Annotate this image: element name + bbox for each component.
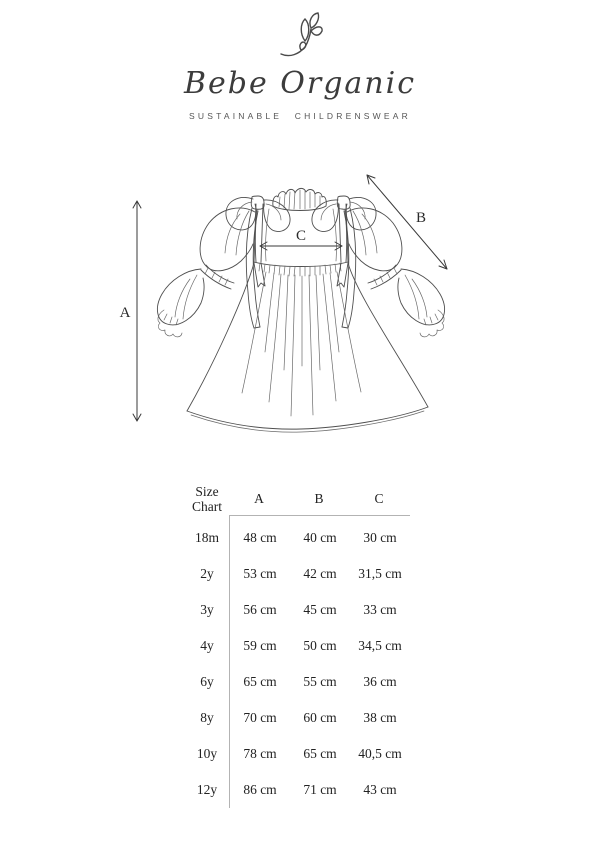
- measurement-cell: 60 cm: [303, 710, 337, 725]
- left-sleeve: [157, 208, 255, 337]
- table-row: [230, 556, 410, 592]
- measurement-cell: 34,5 cm: [358, 638, 402, 653]
- column-header-c: C: [374, 491, 384, 506]
- measurement-cell: 40,5 cm: [358, 746, 402, 761]
- measurement-cell: 38 cm: [363, 710, 397, 725]
- measurement-cell: 86 cm: [243, 782, 277, 797]
- size-label: 2y: [200, 566, 214, 581]
- table-row: [230, 736, 410, 772]
- measurement-cell: 30 cm: [363, 530, 397, 545]
- measurement-label-b: B: [415, 210, 427, 226]
- table-row: [230, 592, 410, 628]
- measurement-cell: 42 cm: [303, 566, 337, 581]
- size-label: 6y: [200, 674, 214, 689]
- collar-ruffle: [273, 188, 326, 210]
- table-row: [230, 664, 410, 700]
- size-label: 12y: [196, 782, 218, 797]
- measurement-cell: 78 cm: [243, 746, 277, 761]
- size-label: 3y: [200, 602, 214, 617]
- measurement-cell: 53 cm: [243, 566, 277, 581]
- skirt-gathers: [242, 272, 361, 416]
- measurement-cell: 70 cm: [243, 710, 277, 725]
- measurements-grid: [229, 515, 410, 808]
- brand-name: Bebe Organic: [183, 66, 417, 101]
- measurement-label-c: C: [295, 228, 307, 244]
- measurement-cell: 55 cm: [303, 674, 337, 689]
- measurement-cell: 48 cm: [243, 530, 277, 545]
- size-label: 8y: [200, 710, 214, 725]
- size-labels-column: [185, 515, 229, 808]
- measurement-cell: 43 cm: [363, 782, 397, 797]
- measurement-cell: 59 cm: [243, 638, 277, 653]
- measurement-arrow-a: [133, 201, 141, 421]
- size-label: 4y: [200, 638, 214, 653]
- measurement-cell: 50 cm: [303, 638, 337, 653]
- measurement-arrow-b: [367, 175, 447, 269]
- measurement-cell: 31,5 cm: [358, 566, 402, 581]
- column-header-b: B: [314, 491, 324, 506]
- table-row: [230, 772, 410, 808]
- table-row: [230, 700, 410, 736]
- right-sleeve: [347, 208, 445, 337]
- size-chart-header: [185, 483, 410, 515]
- size-chart: [185, 483, 410, 808]
- measurement-cell: 65 cm: [303, 746, 337, 761]
- measurement-cell: 45 cm: [303, 602, 337, 617]
- left-shoulder-bow: [226, 196, 290, 328]
- measurement-cell: 36 cm: [363, 674, 397, 689]
- measurement-cell: 65 cm: [243, 674, 277, 689]
- measurement-label-a: A: [119, 305, 131, 321]
- table-row: [230, 628, 410, 664]
- column-header-a: A: [254, 491, 264, 506]
- skirt: [187, 263, 428, 432]
- table-row: [230, 520, 410, 556]
- measurement-cell: 56 cm: [243, 602, 277, 617]
- size-chart-body: [185, 515, 410, 808]
- brand-tagline: SUSTAINABLE CHILDRENSWEAR: [189, 111, 411, 121]
- measurement-cell: 71 cm: [303, 782, 337, 797]
- size-chart-title: Size Chart: [192, 483, 222, 514]
- size-label: 18m: [194, 530, 219, 545]
- measurement-cell: 33 cm: [363, 602, 397, 617]
- size-label: 10y: [196, 746, 218, 761]
- measurement-cell: 40 cm: [303, 530, 337, 545]
